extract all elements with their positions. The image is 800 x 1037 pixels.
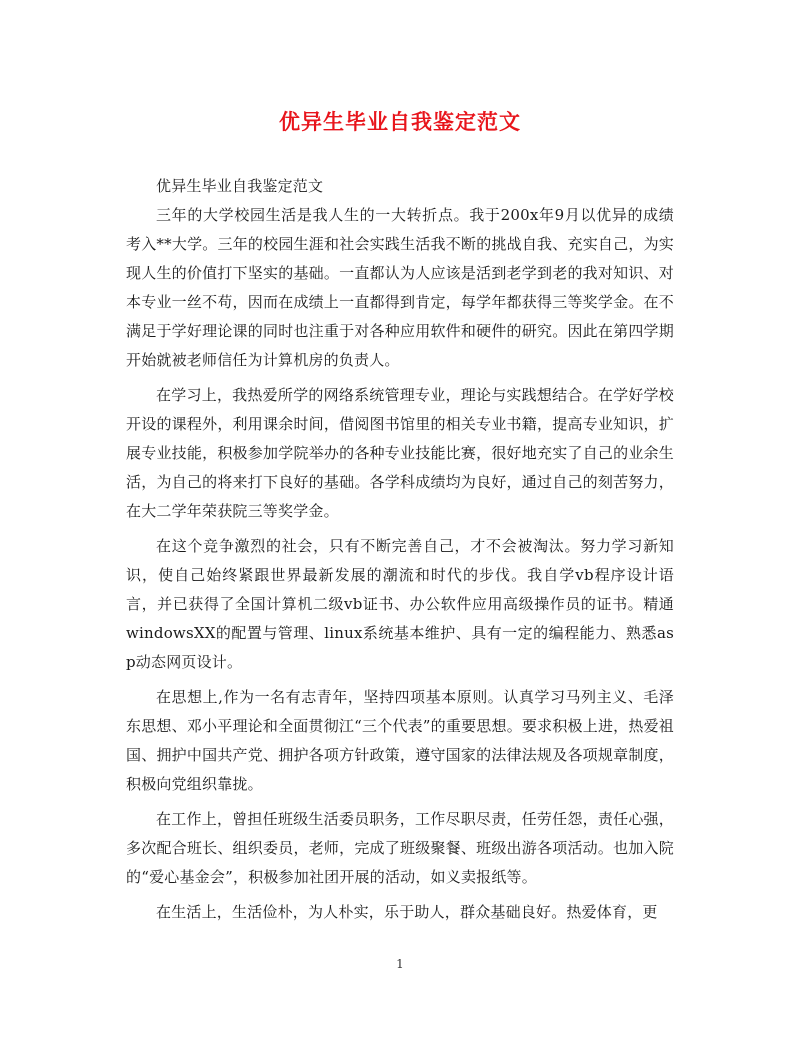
paragraph-skills: 在这个竞争激烈的社会，只有不断完善自己，才不会被淘汰。努力学习新知识，使自己始终紧跟世界最新发展的潮流和时代的步伐。我自学vb程序设计语言，并已获得了全国计算机二级vb证书、办公软件应用高级操作员的证书。精通windowsXX的配置与管理、linux系统基本维护、具有一定的编程能力、熟悉asp动态网页设计。 [126,537,674,671]
subtitle-paragraph: 优异生毕业自我鉴定范文 [156,177,324,195]
paragraph-life: 在生活上，生活俭朴，为人朴实，乐于助人，群众基础良好。热爱体育，更 [156,903,658,921]
document-body [126,172,674,933]
paragraph-work: 在工作上，曾担任班级生活委员职务，工作尽职尽责，任劳任怨，责任心强，多次配合班长、组织委员，老师，完成了班级聚餐、班级出游各项活动。也加入院的“爱心基金会”，积极参加社团开展的活动，如义卖报纸等。 [126,810,674,886]
document-title: 优异生毕业自我鉴定范文 [279,109,521,134]
paragraph-ideology: 在思想上,作为一名有志青年，坚持四项基本原则。认真学习马列主义、毛泽东思想、邓小平理论和全面贯彻江“三个代表”的重要思想。要求积极上进，热爱祖国、拥护中国共产党、拥护各项方针政策，遵守国家的法律法规及各项规章制度，积极向党组织靠拢。 [126,688,674,793]
paragraph-study: 在学习上，我热爱所学的网络系统管理专业，理论与实践想结合。在学好学校开设的课程外，利用课余时间，借阅图书馆里的相关专业书籍，提高专业知识，扩展专业技能，积极参加学院举办的各种专业技能比赛，很好地充实了自己的业余生活，为自己的将来打下良好的基础。各学科成绩均为良好，通过自己的刻苦努力，在大二学年荣获院三等奖学金。 [126,386,674,520]
page-number: 1 [396,957,404,971]
paragraph-intro: 三年的大学校园生活是我人生的一大转折点。我于200x年9月以优异的成绩考入**大学。三年的校园生涯和社会实践生活我不断的挑战自我、充实自己，为实现人生的价值打下坚实的基础。一直都认为人应该是活到老学到老的我对知识、对本专业一丝不苟，因而在成绩上一直都得到肯定，每学年都获得三等奖学金。在不满足于学好理论课的同时也注重于对各种应用软件和硬件的研究。因此在第四学期开始就被老师信任为计算机房的负责人。 [126,206,674,369]
